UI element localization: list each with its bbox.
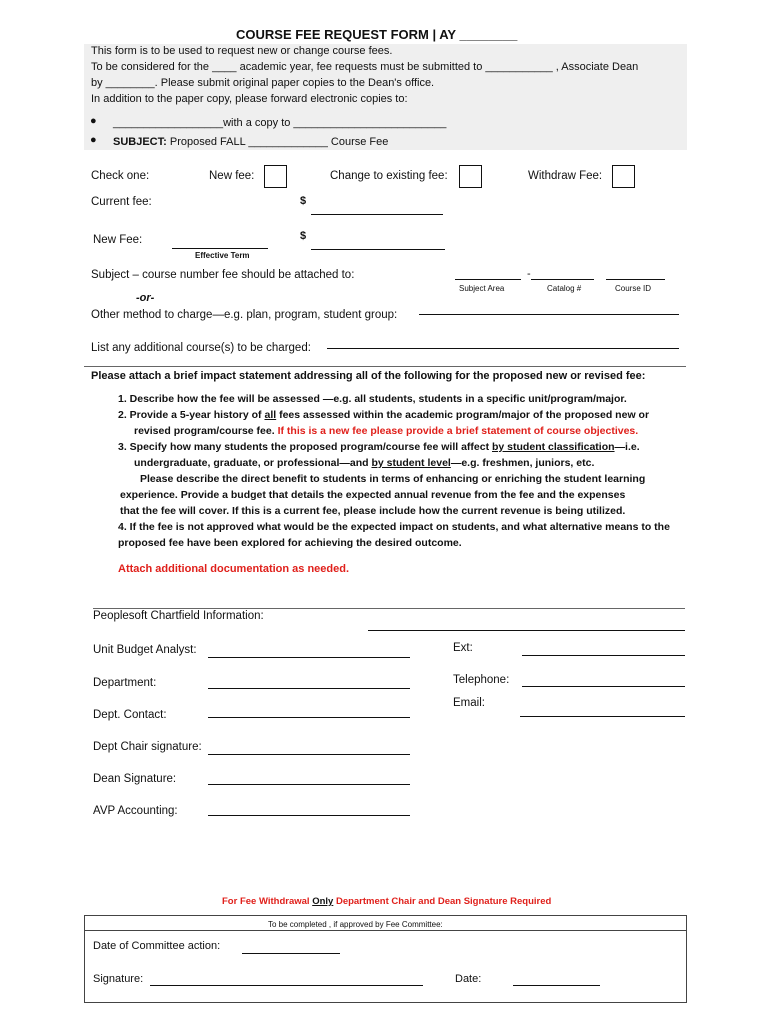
ext-label: Ext: [453,642,473,654]
department-field[interactable] [208,688,410,689]
item2-post: fees assessed within the academic program/major of the proposed new or [276,409,650,421]
withdraw-fee-option-label: Withdraw Fee: [528,170,603,182]
intro-bullet-2 [113,136,388,148]
change-fee-checkbox[interactable] [459,165,482,188]
new-fee-checkbox[interactable] [264,165,287,188]
withdrawal-only: Only [312,896,334,907]
check-one-label: Check one: [91,170,150,182]
withdrawal-note [222,896,551,907]
subject-dash: - [527,268,531,280]
item2-pre: 2. Provide a 5-year history of [118,409,265,421]
current-fee-label: Current fee: [91,196,152,208]
impact-para-2: experience. Provide a budget that details the expected annual revenue from the fee and the expenses [120,489,626,501]
bullet-icon: ● [90,115,97,127]
withdrawal-pre: For Fee Withdrawal [222,896,313,907]
current-fee-dollar: $ [300,195,307,207]
dean-signature-label: Dean Signature: [93,773,177,785]
impact-item-2b [118,423,718,439]
effective-term-field[interactable] [172,248,268,249]
withdrawal-post: Department Chair and Dean Signature Required [333,896,552,907]
item3b-post: —e.g. freshmen, juniors, etc. [450,457,595,469]
new-fee-dollar: $ [300,230,307,242]
withdraw-fee-checkbox[interactable] [612,165,635,188]
committee-final-date-field[interactable] [513,985,600,986]
course-id-caption: Course ID [615,284,652,293]
intro-bullet-1: __________________with a copy to _________________________ [113,117,447,129]
ext-field[interactable] [522,655,685,656]
subject-course-label: Subject – course number fee should be attached to: [91,269,355,281]
subject-text: Proposed FALL _____________ Course Fee [166,136,389,148]
committee-note: To be completed , if approved by Fee Committee: [268,920,443,929]
additional-courses-label: List any additional course(s) to be charged: [91,342,311,354]
subject-label: SUBJECT: [113,136,167,148]
department-label: Department: [93,677,157,689]
impact-item-2a [118,407,718,423]
section-divider [84,366,686,367]
intro-line-2: To be considered for the ____ academic year, fee requests must be submitted to ___________ , Associate Dean [91,61,639,73]
item3b-pre: undergraduate, graduate, or professional—and [134,457,372,469]
current-fee-field[interactable] [311,214,443,215]
item2b-red: If this is a new fee please provide a brief statement of course objectives. [274,425,639,437]
chartfield-field[interactable] [368,630,685,631]
intro-line-1: This form is to be used to request new or change course fees. [91,45,393,57]
new-fee-option-label: New fee: [209,170,255,182]
other-method-label: Other method to charge—e.g. plan, program, student group: [91,309,398,321]
catalog-caption: Catalog # [547,284,582,293]
intro-line-3: by ________. Please submit original paper copies to the Dean's office. [91,77,435,89]
chartfield-heading: Peoplesoft Chartfield Information: [93,610,264,622]
telephone-field[interactable] [522,686,685,687]
item3a-underline: by student classification [492,441,615,453]
email-field[interactable] [520,716,685,717]
avp-accounting-field[interactable] [208,815,410,816]
impact-item-3b [118,455,718,471]
new-fee-field[interactable] [311,249,445,250]
item3b-underline: by student level [371,457,451,469]
committee-date-field[interactable] [242,953,340,954]
item2b-text: revised program/course fee. [134,425,275,437]
form-title: COURSE FEE REQUEST FORM | AY ________ [236,27,518,42]
avp-accounting-label: AVP Accounting: [93,805,178,817]
chair-signature-label: Dept Chair signature: [93,741,202,753]
chartfield-top-line [93,608,685,609]
dept-contact-label: Dept. Contact: [93,709,167,721]
effective-term-label: Effective Term [195,251,250,260]
impact-requirements [118,391,718,551]
impact-heading: Please attach a brief impact statement addressing all of the following for the proposed new or revised fee: [91,370,646,382]
committee-divider [85,930,686,931]
additional-courses-field[interactable] [327,348,679,349]
dept-contact-field[interactable] [208,717,410,718]
other-method-field[interactable] [419,314,679,315]
or-separator: -or- [136,292,155,304]
impact-item-4b: proposed fee have been explored for achieving the desired outcome. [118,537,462,549]
course-id-field[interactable] [606,279,665,280]
impact-para-3: that the fee will cover. If this is a current fee, please include how the current revenue is being utilized. [120,505,626,517]
item2-underline: all [264,409,277,421]
impact-item-3a [118,439,718,455]
item3a-post: —i.e. [614,441,640,453]
dean-signature-field[interactable] [208,784,410,785]
intro-line-4: In addition to the paper copy, please forward electronic copies to: [91,93,408,105]
budget-analyst-label: Unit Budget Analyst: [93,644,197,656]
committee-signature-field[interactable] [150,985,423,986]
chair-signature-field[interactable] [208,754,410,755]
impact-para-1: Please describe the direct benefit to students in terms of enhancing or enriching the student learning [140,473,646,485]
committee-signature-label: Signature: [93,973,144,985]
email-label: Email: [453,697,485,709]
telephone-label: Telephone: [453,674,510,686]
new-fee-label: New Fee: [93,234,143,246]
catalog-field[interactable] [531,279,594,280]
subject-area-field[interactable] [455,279,521,280]
attach-documentation-note: Attach additional documentation as needed. [118,563,350,575]
change-fee-option-label: Change to existing fee: [330,170,448,182]
subject-area-caption: Subject Area [459,284,505,293]
committee-final-date-label: Date: [455,973,482,985]
impact-item-1: 1. Describe how the fee will be assessed —e.g. all students, students in a specific unit/program/major. [118,393,627,405]
impact-item-4a: 4. If the fee is not approved what would be the expected impact on students, and what alternative means to the [118,521,670,533]
item3a-pre: 3. Specify how many students the proposed program/course fee will affect [118,441,493,453]
budget-analyst-field[interactable] [208,657,410,658]
committee-date-label: Date of Committee action: [93,940,221,952]
bullet-icon: ● [90,134,97,146]
